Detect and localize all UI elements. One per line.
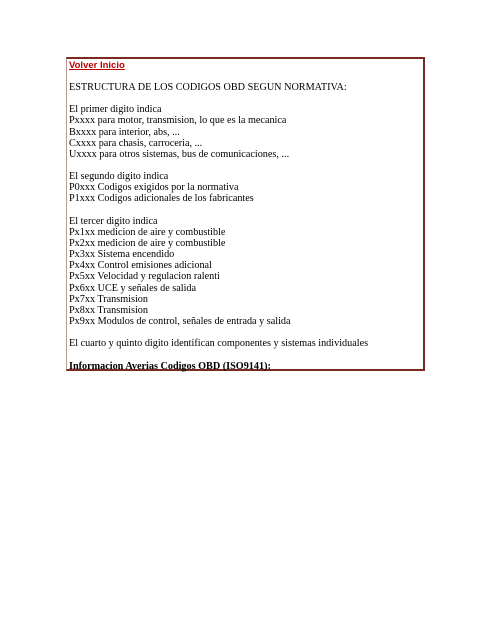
spacer	[69, 327, 421, 338]
first-digit-item: Bxxxx para interior, abs, ...	[69, 126, 180, 138]
third-digit-item: Px2xx medicion de aire y combustible	[69, 237, 226, 249]
document-frame	[66, 57, 425, 371]
document-heading: ESTRUCTURA DE LOS CODIGOS OBD SEGUN NORMATIVA:	[69, 82, 347, 93]
third-digit-item: Px8xx Transmision	[69, 304, 148, 316]
back-to-home-link[interactable]: Volver Inicio	[69, 60, 125, 71]
footer-heading: Informacion Averias Codigos OBD (ISO9141):	[69, 360, 271, 372]
spacer	[69, 93, 421, 104]
second-digit-item: P0xxx Codigos exigidos por la normativa	[69, 182, 239, 194]
second-digit-title: El segundo digito indica	[69, 171, 169, 183]
first-digit-item: Uxxxx para otros sistemas, bus de comunicaciones, ...	[69, 148, 290, 160]
first-digit-item: Pxxxx para motor, transmision, lo que es la mecanica	[69, 115, 287, 127]
spacer	[69, 160, 421, 171]
spacer	[69, 349, 421, 360]
fourth-fifth-digit-text: El cuarto y quinto digito identifican componentes y sistemas individuales	[69, 338, 369, 350]
third-digit-item: Px1xx medicion de aire y combustible	[69, 226, 226, 238]
first-digit-title: El primer digito indica	[69, 104, 162, 116]
third-digit-title: El tercer digito indica	[69, 215, 158, 227]
document-content	[69, 82, 421, 372]
spacer	[69, 205, 421, 216]
third-digit-item: Px5xx Velocidad y regulacion ralenti	[69, 271, 220, 283]
third-digit-item: Px4xx Control emisiones adicional	[69, 260, 212, 272]
second-digit-item: P1xxx Codigos adicionales de los fabricantes	[69, 193, 254, 205]
third-digit-item: Px6xx UCE y señales de salida	[69, 282, 197, 294]
third-digit-item: Px9xx Modulos de control, señales de entrada y salida	[69, 315, 291, 327]
third-digit-item: Px7xx Transmision	[69, 293, 148, 305]
first-digit-item: Cxxxx para chasis, carroceria, ...	[69, 137, 203, 149]
third-digit-item: Px3xx Sistema encendido	[69, 249, 175, 261]
